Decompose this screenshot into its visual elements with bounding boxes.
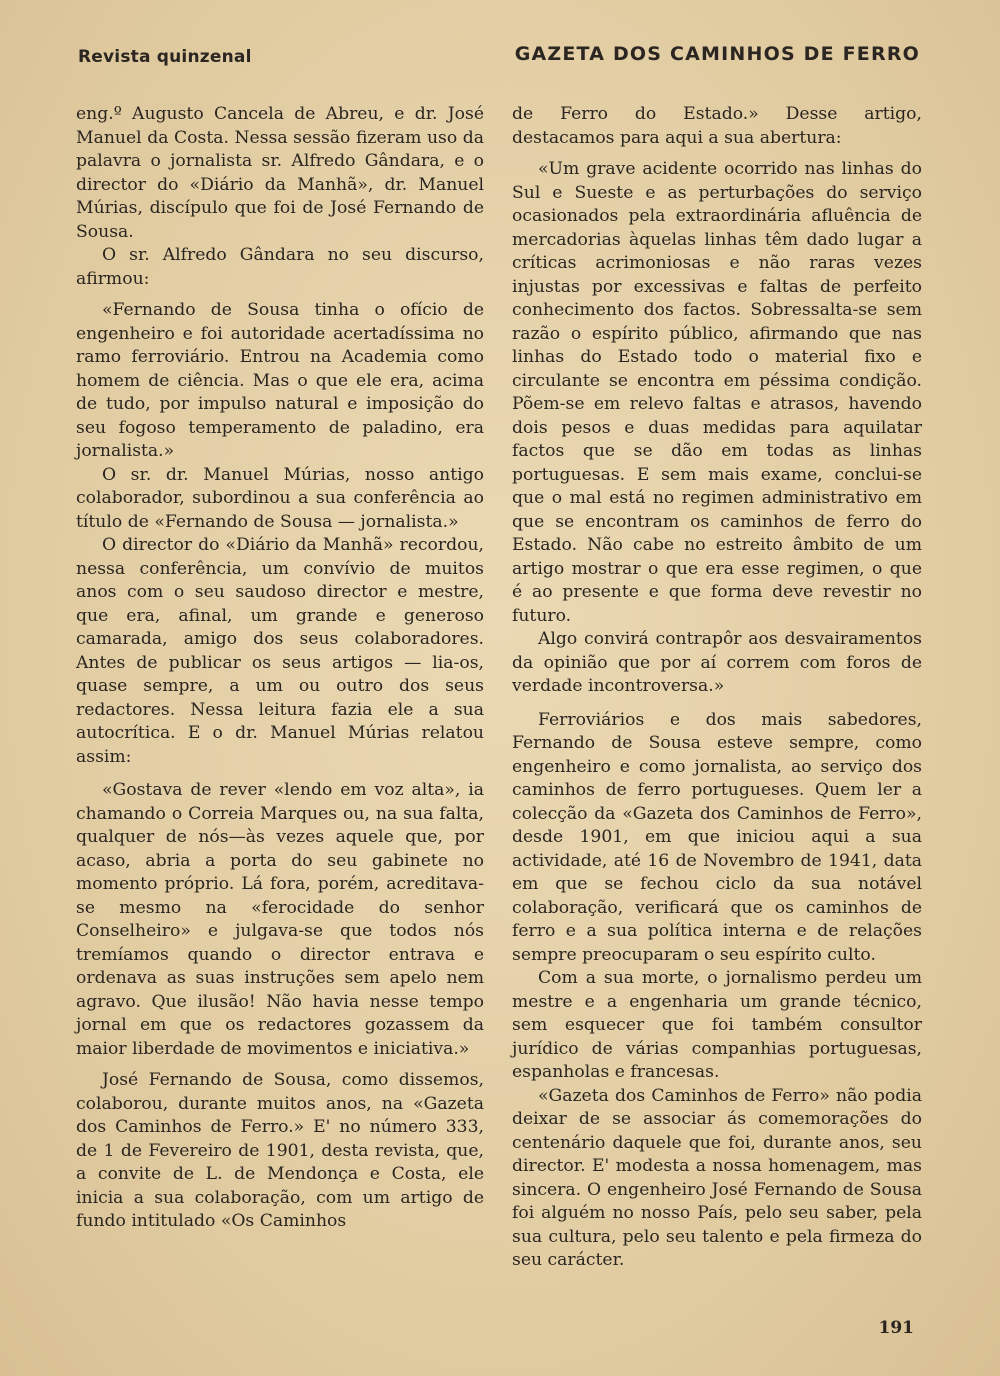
quotation-continued: Algo convirá contrapôr aos desvairamentos da opinião que por aí correm com foros de verdade incontroversa.» bbox=[512, 629, 922, 696]
quotation: «Um grave acidente ocorrido nas linhas do Sul e Sueste e as perturbações do serviço ocasionados pela extraordinária afluência de mercadorias àquelas linhas têm dado lugar a críticas acrimoniosas e não raras vezes injustas por excessivas e faltas de perfeito conhecimento dos factos. Sobressalta-se sem razão o espírito público, afirmando que nas linhas do Estado todo o material fixo e circulante se encontra em péssima condição. Põem-se em relevo faltas e atrasos, havendo dois pesos e duas medidas para aquilatar factos que se dão em todas as linhas portuguesas. E sem mais exame, conclui-se que o mal está no regimen administrativo em que se encontram os caminhos de ferro do Estado. Não cabe no estreito âmbito de um artigo mostrar o que era esse regimen, o que é ao presente e que forma deve revestir no futuro. bbox=[512, 159, 922, 626]
quotation: «Fernando de Sousa tinha o ofício de engenheiro e foi autoridade acertadíssima no ramo ferroviário. Entrou na Academia como homem de ciência. Mas o que ele era, acima de tudo, por impulso natural e imposição do seu fogoso temperamento de paladino, era jornalista.» bbox=[76, 300, 484, 461]
page-number: 191 bbox=[878, 1318, 914, 1338]
paragraph: José Fernando de Sousa, como dissemos, colaborou, durante muitos anos, na «Gazeta dos Caminhos de Ferro.» E' no número 333, de 1 de Fevereiro de 1901, desta revista, que, a convite de L. de Mendonça e Costa, ele inicia a sua colaboração, com um artigo de fundo intitulado «Os Caminhos bbox=[76, 1070, 484, 1231]
quotation: «Gostava de rever «lendo em voz alta», ia chamando o Correia Marques ou, na sua falta, qualquer de nós—às vezes aquele que, por acaso, abria a porta do seu gabinete no momento próprio. Lá fora, porém, acreditava-se mesmo na «ferocidade do senhor Conselheiro» e julgava-se que todos nós tremíamos quando o director entrava e ordenava as suas instruções sem apelo nem agravo. Que ilusão! Não havia nesse tempo jornal em que os redactores gozassem da maior liberdade de movimentos e iniciativa.» bbox=[76, 780, 484, 1059]
running-header-title: GAZETA DOS CAMINHOS DE FERRO bbox=[514, 43, 920, 65]
running-header-left: Revista quinzenal bbox=[78, 47, 252, 67]
paragraph: eng.º Augusto Cancela de Abreu, e dr. José Manuel da Costa. Nessa sessão fizeram uso da palavra o jornalista sr. Alfredo Gândara, e o director do «Diário da Manhã», dr. Manuel Múrias, discípulo que foi de José Fernando de Sousa. bbox=[76, 104, 484, 242]
paragraph: Ferroviários e dos mais sabedores, Fernando de Sousa esteve sempre, como engenheiro e como jornalista, ao serviço dos caminhos de ferro portugueses. Quem ler a colecção da «Gazeta dos Caminhos de Ferro», desde 1901, em que iniciou aqui a sua actividade, até 16 de Novembro de 1941, data em que se fechou ciclo da sua notável colaboração, verificará que os caminhos de ferro e a sua política interna e de relações sempre preocuparam o seu espírito culto. bbox=[512, 709, 922, 965]
text-column-right bbox=[512, 103, 922, 1273]
paragraph: Com a sua morte, o jornalismo perdeu um mestre e a engenharia um grande técnico, sem esquecer que foi também consultor jurídico de várias companhias portuguesas, espanholas e francesas. bbox=[512, 968, 922, 1082]
paragraph: O sr. dr. Manuel Múrias, nosso antigo colaborador, subordinou a sua conferência ao título de «Fernando de Sousa — jornalista.» bbox=[76, 464, 484, 532]
paragraph: «Gazeta dos Caminhos de Ferro» não podia deixar de se associar ás comemorações do centenário daquele que foi, durante anos, seu director. E' modesta a nossa homenagem, mas sincera. O engenheiro José Fernando de Sousa foi alguém no nosso País, pelo seu saber, pela sua cultura, pelo seu talento e pela firmeza do seu carácter. bbox=[512, 1085, 922, 1270]
paragraph: O director do «Diário da Manhã» recordou, nessa conferência, um convívio de muitos anos com o seu saudoso director e mestre, que era, afinal, um grande e generoso camarada, amigo dos seus colaboradores. Antes de publicar os seus artigos — lia-os, quase sempre, a um ou outro dos seus redactores. Nessa leitura fazia ele a sua autocrítica. E o dr. Manuel Múrias relatou assim: bbox=[76, 535, 484, 767]
paragraph: de Ferro do Estado.» Desse artigo, destacamos para aqui a sua abertura: bbox=[512, 104, 922, 148]
text-column-left bbox=[76, 103, 484, 1234]
paragraph: O sr. Alfredo Gândara no seu discurso, afirmou: bbox=[76, 245, 484, 289]
